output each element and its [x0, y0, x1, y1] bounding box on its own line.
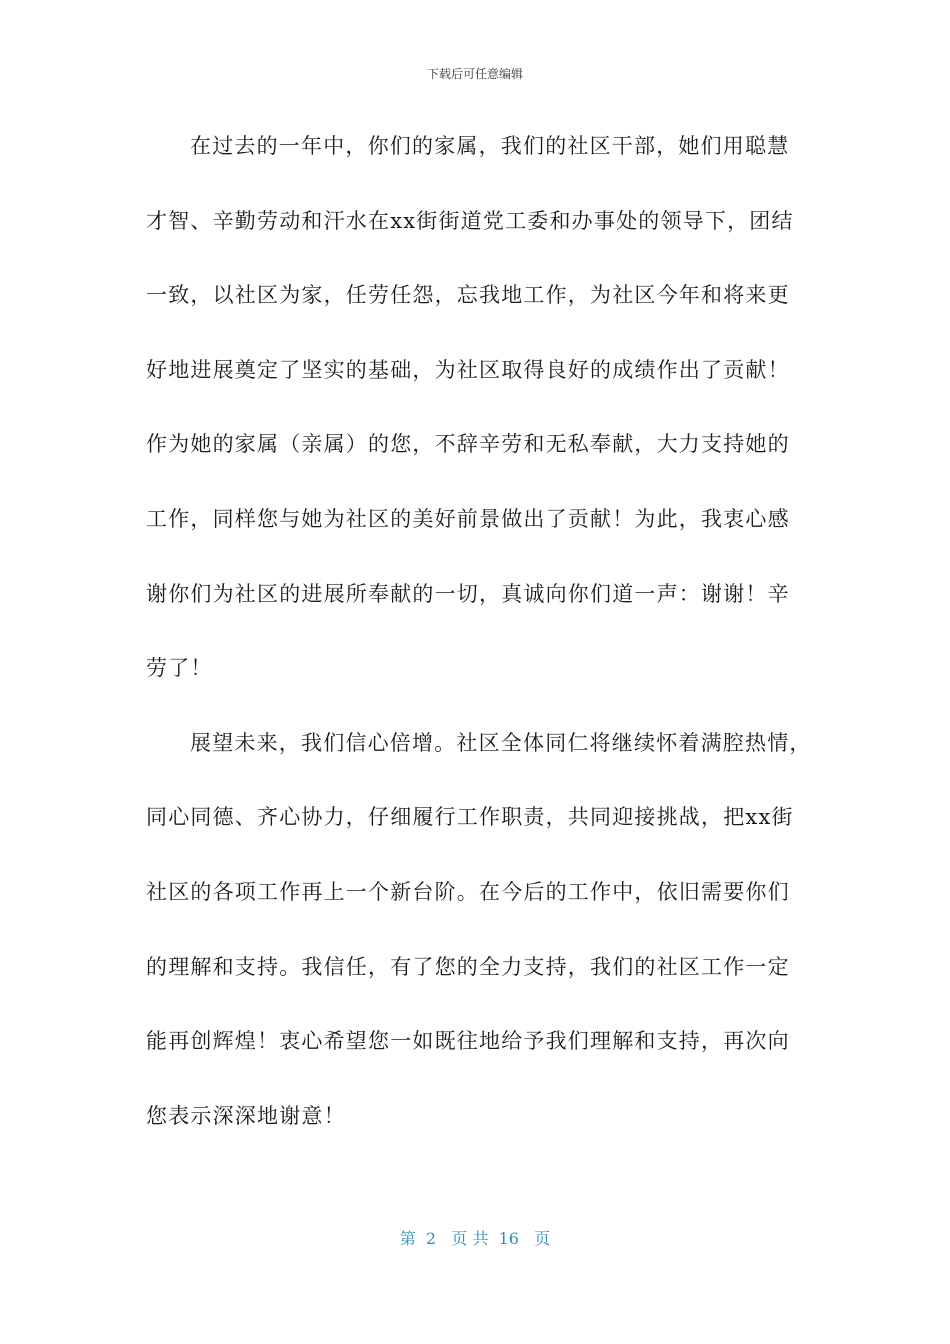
page-header: 下载后可任意编辑	[426, 67, 523, 81]
text-line: 作为她的家属（亲属）的您，不辞辛劳和无私奉献，大力支持她的	[146, 432, 790, 457]
page-number-footer: 第 2 页 共 16 页	[399, 1229, 551, 1248]
text-line: 谢你们为社区的进展所奉献的一切，真诚向你们道一声：谢谢！辛	[146, 581, 790, 606]
text-line: 您表示深深地谢意！	[146, 1103, 346, 1128]
text-line: 劳了！	[146, 656, 213, 681]
text-line: 能再创辉煌！衷心希望您一如既往地给予我们理解和支持，再次向	[146, 1029, 790, 1054]
text-line: 的理解和支持。我信任，有了您的全力支持，我们的社区工作一定	[146, 954, 790, 979]
text-line: 同心同德、齐心协力，仔细履行工作职责，共同迎接挑战，把xx街	[146, 805, 794, 830]
text-line: 好地进展奠定了坚实的基础，为社区取得良好的成绩作出了贡献！	[146, 357, 790, 382]
text-line: 社区的各项工作再上一个新台阶。在今后的工作中，依旧需要你们	[146, 879, 790, 904]
text-line: 在过去的一年中，你们的家属，我们的社区干部，她们用聪慧	[190, 134, 790, 158]
text-line: 才智、辛勤劳动和汗水在xx街街道党工委和办事处的领导下，团结	[146, 208, 794, 233]
text-line: 一致，以社区为家，任劳任怨，忘我地工作，为社区今年和将来更	[146, 283, 790, 308]
text-line: 工作，同样您与她为社区的美好前景做出了贡献！为此，我衷心感	[146, 506, 790, 531]
text-line: 展望未来，我们信心倍增。社区全体同仁将继续怀着满腔热情，	[190, 730, 812, 755]
document-body	[146, 128, 812, 1172]
paragraph	[146, 128, 806, 725]
paragraph	[146, 725, 812, 1173]
